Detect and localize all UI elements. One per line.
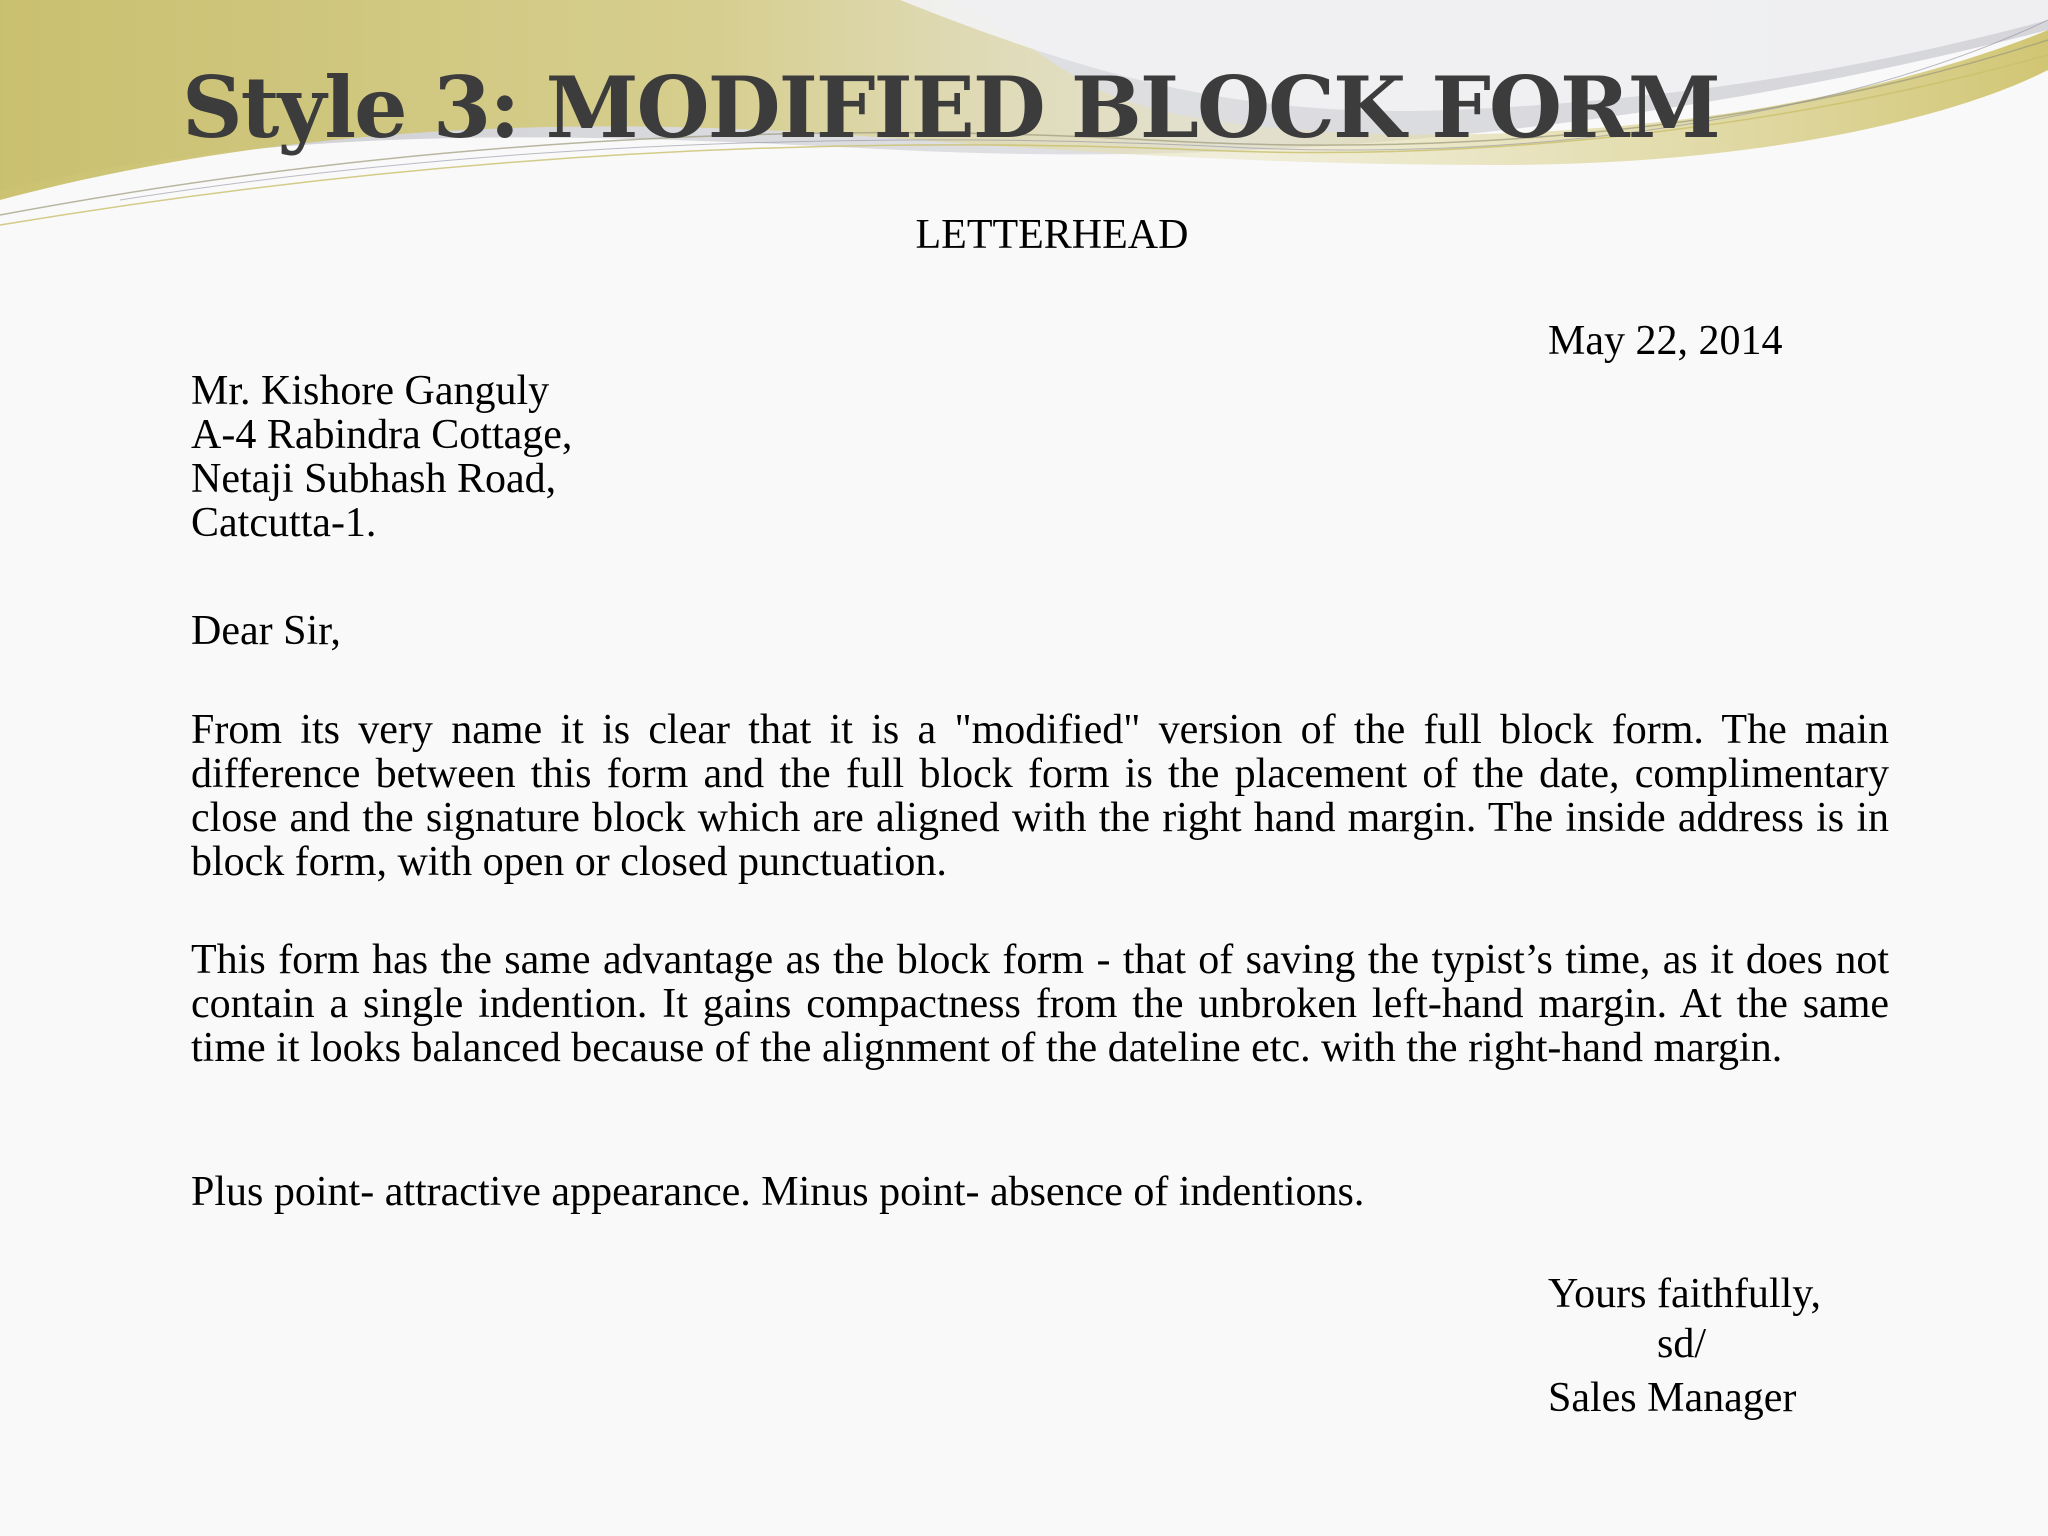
address-line: A-4 Rabindra Cottage, [191,412,573,458]
address-line: Catcutta-1. [191,500,377,546]
body-paragraph-3: Plus point- attractive appearance. Minus point- absence of indentions. [191,1169,1365,1215]
signature: sd/ [1657,1321,1707,1367]
letter-date: May 22, 2014 [1548,318,1783,364]
address-line: Mr. Kishore Ganguly [191,368,550,414]
body-paragraph-1: From its very name it is clear that it is a "modified" version of the full block form. The main difference between this form and the full block form is the placement of the date, complimentary close and the signature block which are aligned with the right hand margin. The inside address is in block form, with open or closed punctuation. [191,707,1889,885]
slide-title: Style 3: MODIFIED BLOCK FORM [182,58,1719,157]
address-line: Netaji Subhash Road, [191,456,557,502]
signer-title: Sales Manager [1548,1375,1797,1421]
letterhead-label: LETTERHEAD [915,212,1189,258]
body-paragraph-2: This form has the same advantage as the block form - that of saving the typist’s time, as it does not contain a single indention. It gains compactness from the unbroken left-hand margin. At the same time it looks balanced because of the alignment of the dateline etc. with the right-hand margin. [191,937,1889,1071]
salutation: Dear Sir, [191,608,341,654]
complimentary-close: Yours faithfully, [1548,1271,1822,1317]
inside-address [191,369,572,545]
